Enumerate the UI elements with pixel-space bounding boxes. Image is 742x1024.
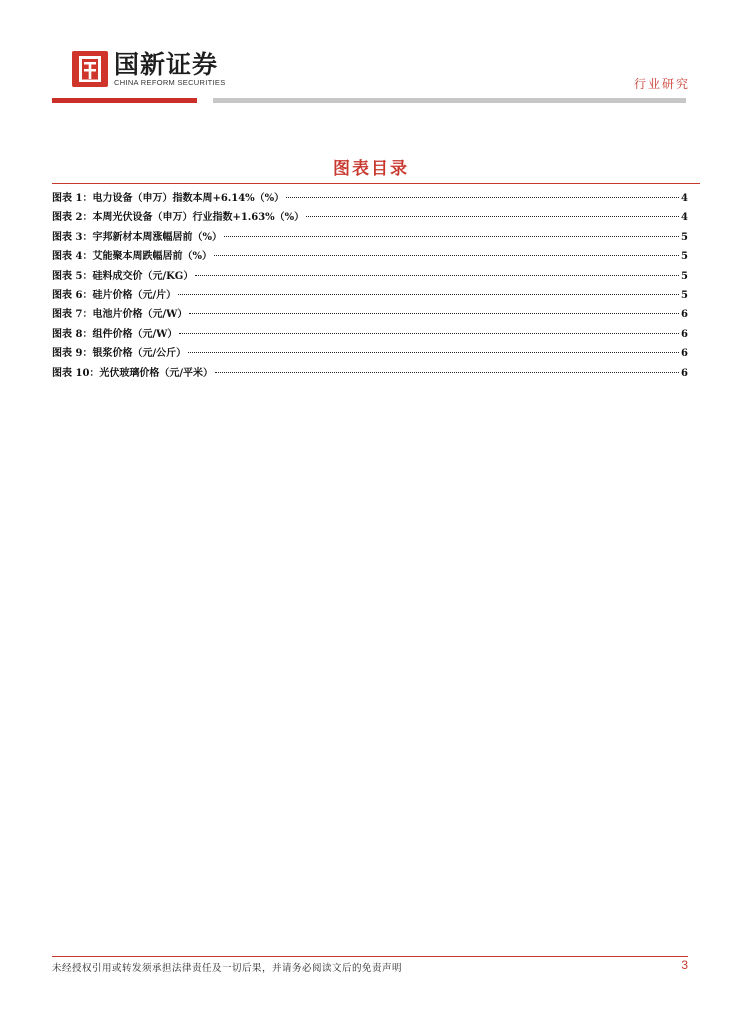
toc-item[interactable] — [52, 189, 688, 208]
toc-item-page: 4 — [681, 193, 688, 204]
toc-dot-leader — [179, 333, 679, 334]
toc-dot-leader — [215, 372, 679, 373]
toc-item-label: 图表 6：硅片价格（元/片） — [52, 289, 177, 301]
footer-divider — [52, 956, 688, 957]
brand-subtitle: CHINA REFORM SECURITIES — [114, 78, 226, 87]
toc-dot-leader — [178, 294, 679, 295]
toc-item[interactable] — [52, 364, 688, 383]
toc-item-label: 图表 10：光伏玻璃价格（元/平米） — [52, 367, 214, 379]
toc-item-page: 4 — [681, 212, 688, 224]
toc-item[interactable] — [52, 228, 688, 247]
brand-logo-icon — [72, 51, 108, 87]
toc-item[interactable] — [52, 267, 688, 286]
toc-item[interactable] — [52, 344, 688, 363]
toc-item-label: 图表 5：硅料成交价（元/KG） — [52, 270, 194, 282]
toc-item[interactable] — [52, 325, 688, 344]
toc-item-page: 6 — [681, 328, 688, 340]
toc-dot-leader — [224, 236, 679, 237]
toc-item-page: 5 — [681, 289, 688, 301]
header-gray-bar — [213, 98, 686, 103]
toc-item-label: 图表 2：本周光伏设备（申万）行业指数+1.63%（%） — [52, 212, 305, 224]
toc-dot-leader — [189, 313, 679, 314]
toc-item[interactable] — [52, 286, 688, 305]
brand-name: 国新证券 — [114, 50, 219, 79]
toc-item-page: 5 — [681, 251, 688, 263]
toc-item-page: 5 — [681, 231, 688, 243]
toc-divider — [52, 183, 700, 184]
toc-dot-leader — [286, 197, 679, 198]
toc-item-page: 6 — [681, 309, 688, 321]
toc-title: 图表目录 — [333, 159, 409, 179]
toc-dot-leader — [214, 255, 679, 256]
toc-item-page: 6 — [681, 367, 688, 379]
toc-dot-leader — [188, 352, 679, 353]
toc-item-label: 图表 4：艾能聚本周跌幅居前（%） — [52, 251, 212, 263]
footer-disclaimer: 未经授权引用或转发须承担法律责任及一切后果，并请务必阅读文后的免责声明 — [52, 963, 403, 974]
toc-item[interactable] — [52, 247, 688, 266]
toc-list — [52, 189, 688, 383]
toc-dot-leader — [195, 275, 679, 276]
toc-item-label: 图表 7：电池片价格（元/W） — [52, 309, 188, 321]
header-accent-bar — [52, 98, 197, 103]
toc-item-label: 图表 1：电力设备（申万）指数本周+6.14%（%） — [52, 193, 285, 204]
toc-item-label: 图表 9：银浆价格（元/公斤） — [52, 348, 187, 360]
toc-dot-leader — [306, 216, 679, 217]
toc-item-label: 图表 3：宇邦新材本周涨幅居前（%） — [52, 231, 222, 243]
toc-item-page: 5 — [681, 270, 688, 282]
report-category: 行业研究 — [633, 77, 690, 91]
toc-item-label: 图表 8：组件价格（元/W） — [52, 328, 178, 340]
toc-item[interactable] — [52, 208, 688, 227]
toc-item[interactable] — [52, 305, 688, 324]
page-number: 3 — [681, 958, 688, 972]
toc-item-page: 6 — [681, 348, 688, 360]
